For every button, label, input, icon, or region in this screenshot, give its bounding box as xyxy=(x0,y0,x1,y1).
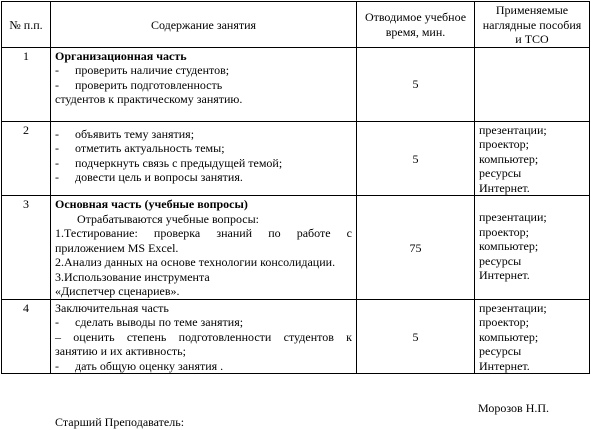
row-time: 5 xyxy=(357,299,475,374)
list-item: - проверить подготовленность xyxy=(55,77,223,92)
section-title: Организационная часть xyxy=(55,48,187,63)
row-num: 2 xyxy=(2,121,51,196)
row-aids: презентации; проектор; компьютер; ресурсы Интернет. xyxy=(475,299,590,374)
row-time: 5 xyxy=(357,121,475,196)
row-num: 4 xyxy=(2,299,51,374)
list-item: - отметить актуальность темы; xyxy=(55,141,225,155)
header-num: № п.п. xyxy=(2,2,51,48)
row-aids: презентации; проектор; компьютер; ресурсы Интернет. xyxy=(475,121,590,196)
row-content xyxy=(51,121,357,196)
row-time: 5 xyxy=(357,47,475,121)
row-content: Основная часть (учебные вопросы) Отрабатываются учебные вопросы: 1.Тестирование: проверка знаний по работе с приложением MS Excel. 2.Анализ данных на основе технологии консолидации. 3.Использование инструмента «Диспетчер сценариев». xyxy=(51,196,357,300)
signature-role: Старший Преподаватель: xyxy=(55,415,185,429)
section-title: Основная часть (учебные вопросы) xyxy=(55,197,248,211)
row-time: 75 xyxy=(357,196,475,300)
list-item: - довести цель и вопросы занятия. xyxy=(55,170,243,184)
table-header-row xyxy=(2,2,590,48)
row-num: 3 xyxy=(2,196,51,300)
list-item: - подчеркнуть связь с предыдущей темой; xyxy=(55,155,283,170)
section-title: Заключительная часть xyxy=(55,300,169,315)
list-item: - объявить тему занятия; xyxy=(55,126,195,141)
row-content: Организационная часть - проверить наличие студентов; - проверить подготовленность студентов к практическому занятию. xyxy=(51,47,357,121)
row-aids xyxy=(475,47,590,121)
table-row xyxy=(2,121,590,196)
list-item: - проверить наличие студентов; xyxy=(55,63,230,77)
list-item: - дать общую оценку занятия . xyxy=(55,358,224,373)
table-row xyxy=(2,196,590,300)
row-content: Заключительная часть - сделать выводы по теме занятия; – оценить степень подготовленности студентов к занятию и их активность; - дать общую оценку занятия . xyxy=(51,299,357,374)
header-content: Содержание занятия xyxy=(51,2,357,48)
header-time: Отводимое учебное время, мин. xyxy=(357,2,475,48)
table-row xyxy=(2,299,590,374)
lesson-plan-table xyxy=(1,1,590,374)
row-aids: презентации; проектор; компьютер; ресурсы Интернет. xyxy=(475,196,590,300)
row-num: 1 xyxy=(2,47,51,121)
list-item: - сделать выводы по теме занятия; xyxy=(55,315,244,329)
table-row xyxy=(2,47,590,121)
signature-name: Морозов Н.П. xyxy=(478,401,550,415)
header-aids: Применяемые наглядные пособия и ТСО xyxy=(475,2,590,48)
